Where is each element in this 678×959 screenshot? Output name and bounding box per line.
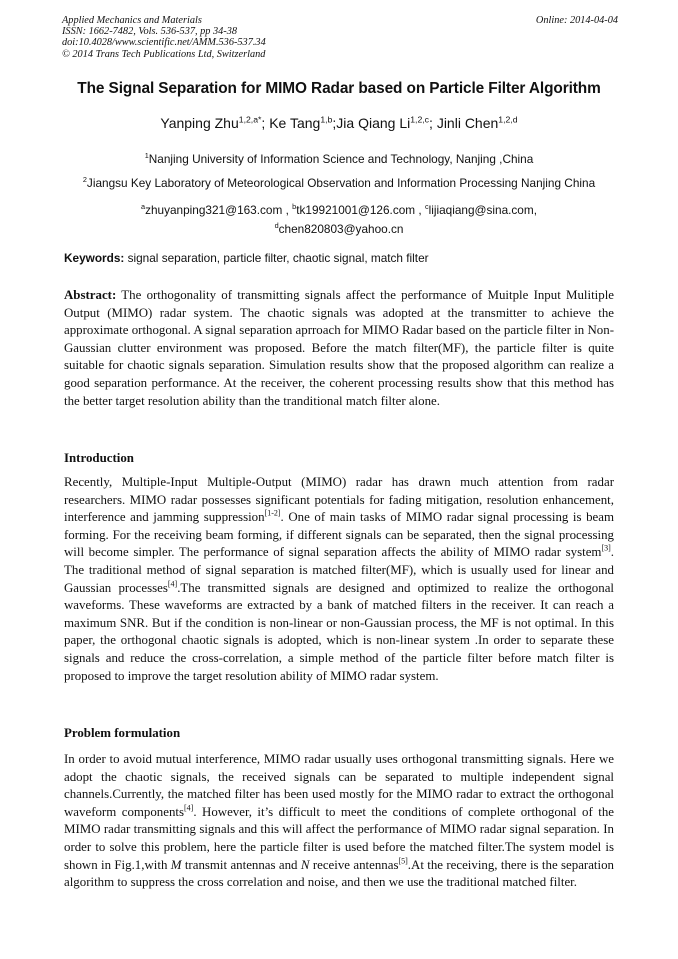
citation-ref[interactable]: [5] [398,856,408,866]
journal-name: Applied Mechanics and Materials [62,15,202,26]
body-text: Recently, Multiple-Input Multiple-Output (MIMO) radar has drawn much attention from radar researchers. MIMO radar possesses significant potentials for fading mitigation, resolution enhancement, interference and jamming suppression [64,475,614,525]
affiliation-mark: 1 [144,151,149,161]
abstract-label: Abstract: [64,288,117,302]
math-variable-m: M [170,857,182,872]
author-name: Ke Tang [269,115,321,131]
keywords-text: signal separation, particle filter, chaotic signal, match filter [127,251,429,265]
author-name: Jinli Chen [436,115,499,131]
email-mark: a [141,202,146,212]
online-date: Online: 2014-04-04 [535,15,618,26]
citation-ref[interactable]: [4] [167,579,178,589]
doi-line: doi:10.4028/www.scientific.net/AMM.536-537.34 [62,37,266,49]
author-separator: ; [261,115,270,131]
paper-title: The Signal Separation for MIMO Radar based on Particle Filter Algorithm [77,80,601,97]
affiliation-1 [40,152,638,166]
math-variable-n: N [300,857,310,872]
copyright-line: © 2014 Trans Tech Publications Ltd, Switzerland [62,48,266,60]
email-link[interactable]: chen820803@yahoo.cn [278,222,404,236]
body-text: . The traditional method of signal separation is matched filter(MF), which is usually used for linear and Gaussian processes [64,545,614,595]
author-affiliation-mark: 1,2,c [410,114,430,125]
body-text: transmit antennas and [181,857,301,872]
body-text: . However, it’s difficult to meet the conditions of complete orthogonal of the MIMO radar transmitting signals and this will affect the performance of MIMO radar signal separation. In order to solve this problem, here the particle filter is used before the matched filter.The system model is shown in Fig.1,with [64,804,614,872]
keywords-line [64,251,614,265]
keywords-label: Keywords: [64,251,125,265]
author-name: Jia Qiang Li [336,115,411,131]
affiliation-text: Jiangsu Key Laboratory of Meteorological Observation and Information Processing Nanjing China [86,176,596,190]
email-mark: d [274,221,279,231]
email-link[interactable]: lijiaqiang@sina.com, [428,203,537,217]
body-text: .At the receiving, there is the separation algorithm to suppress the cross correlation and noise, and then we use the traditional matched filter. [64,857,614,890]
introduction-paragraph [64,474,614,685]
body-text: . One of main tasks of MIMO radar signal processing is beam forming. For the receiving beam forming, if different signals can be separated, then the signal processing will become simpler. The performance of signal separation affects the ability of MIMO radar system [64,510,614,560]
email-mark: c [424,202,429,212]
email-mark: b [292,202,297,212]
citation-ref[interactable]: [3] [601,544,611,554]
affiliation-2 [40,176,638,190]
author-affiliation-mark: 1,b [320,114,333,125]
author-name: Yanping Zhu [160,115,239,131]
affiliation-text: Nanjing University of Information Science and Technology, Nanjing ,China [148,152,534,166]
affiliation-mark: 2 [82,175,87,185]
author-affiliation-mark: 1,2,a* [238,114,262,125]
author-affiliation-mark: 1,2,d [498,114,518,125]
citation-ref[interactable]: [1-2] [264,508,281,518]
section-heading-introduction: Introduction [64,451,134,465]
journal-header [62,15,618,60]
issn-line: ISSN: 1662-7482, Vols. 536-537, pp 34-38 [62,26,238,38]
author-emails [40,201,638,239]
citation-ref[interactable]: [4] [184,803,194,813]
email-link[interactable]: zhuyanping321@163.com , [145,203,289,217]
author-separator: ; [332,115,337,131]
section-heading-problem-formulation: Problem formulation [64,726,181,740]
body-text: In order to avoid mutual interference, MIMO radar usually uses orthogonal transmitting signals. Here we adopt the chaotic signals, the received signals can be separated to multiple independent signal channels.Currently, the matched filter has been used mostly for the MIMO radar to extract the orthogonal waveform components [64,752,614,819]
author-list [40,115,638,131]
body-text: receive antennas [309,857,399,872]
email-link[interactable]: tk19921001@126.com , [296,203,422,217]
problem-formulation-paragraph [64,751,614,892]
abstract-text: The orthogonality of transmitting signals affect the performance of Muitple Input Mulitiple Output (MIMO) radar system. The chaotic signals was adopted at the transmitter to achieve the approximate orthogonal. A signal separation aprroach for MIMO Radar based on the particle filter in Non-Gaussian clutter environment was proposed. Before the match filter(MF), the particle filter is quite suitable for chaotic signals separation. Simulation results show that the proposed algorithm can realize a good separation performance. At the receiver, the coherent processing results show that this method has the better target resolution ability than the tranditional match filter alone. [64,288,614,408]
author-separator: ; [429,115,437,131]
abstract-paragraph [64,287,614,410]
body-text: .The transmitted signals are designed and optimized to realize the orthogonal waveforms. These waveforms are extracted by a bank of matched filters in the receiver. It can reach a maximum SNR. But if the condition is non-linear or non-Gaussian process, the MF is not optimal. In this paper, the orthogonal chaotic signals is adopted, which is non-linear system .In order to separate these signals and reduce the cross-correlation, a simple method of the particle filter before match filter is proposed to improve the target resolution ability of MIMO radar system. [64,580,614,683]
